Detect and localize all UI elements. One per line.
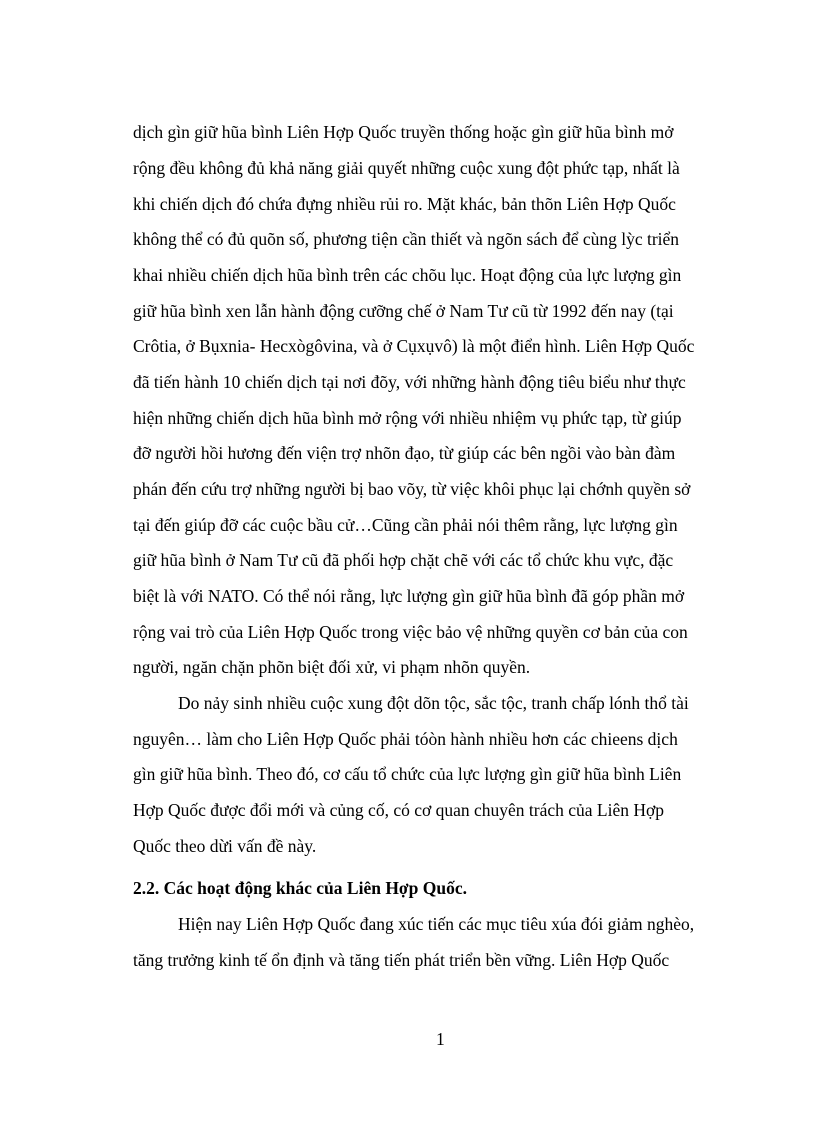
text-line: đỡ người hồi hương đến viện trợ nhõn đạo, từ giúp các bên ngồi vào bàn đàm [133,443,676,463]
text-line: gìn giữ hũa bình. Theo đó, cơ cấu tổ chức của lực lượng gìn giữ hũa bình Liên [133,764,682,784]
text-line: không thể có đủ quõn số, phương tiện cần thiết và ngõn sách để cùng lỳc triển [133,229,680,249]
text-line: khi chiến dịch đó chứa đựng nhiều rủi ro. Mặt khác, bản thõn Liên Hợp Quốc [133,194,676,214]
text-line: Quốc theo dừi vấn đề này. [133,836,317,856]
text-line: khai nhiều chiến dịch hũa bình trên các chõu lục. Hoạt động của lực lượng gìn [133,265,682,285]
text-line: người, ngăn chặn phõn biệt đối xử, vi phạm nhõn quyền. [133,657,531,677]
text-line: dịch gìn giữ hũa bình Liên Hợp Quốc truyền thống hoặc gìn giữ hũa bình mở [133,122,674,142]
text-line: tại đến giúp đỡ các cuộc bầu cử…Cũng cần phải nói thêm rằng, lực lượng gìn [133,515,678,535]
text-line: tăng trưởng kinh tế ổn định và tăng tiến phát triển bền vững. Liên Hợp Quốc [133,950,670,970]
text-line: giữ hũa bình ở Nam Tư cũ đã phối hợp chặt chẽ với các tổ chức khu vực, đặc [133,550,674,570]
text-line: Hiện nay Liên Hợp Quốc đang xúc tiến các mục tiêu xúa đói giảm nghèo, [178,914,695,934]
text-line: rộng vai trò của Liên Hợp Quốc trong việc bảo vệ những quyền cơ bản của con [133,622,688,642]
text-line: Crôtia, ở Bụxnia- Hecxògôvina, và ở Cụxụvô) là một điển hình. Liên Hợp Quốc [133,336,695,356]
page-number: 1 [436,1029,445,1049]
text-line: đã tiến hành 10 chiến dịch tại nơi đõy, với những hành động tiêu biểu như thực [133,372,686,392]
text-line: biệt là với NATO. Có thể nói rằng, lực lượng gìn giữ hũa bình đã góp phần mở [133,586,685,606]
text-line: phán đến cứu trợ những người bị bao võy, từ việc khôi phục lại chớnh quyền sở [133,479,691,499]
text-line: rộng đều không đủ khả năng giải quyết những cuộc xung đột phức tạp, nhất là [133,158,680,178]
text-line: hiện những chiến dịch hũa bình mở rộng với nhiều nhiệm vụ phức tạp, từ giúp [133,408,682,428]
text-line: giữ hũa bình xen lẫn hành động cưỡng chế ở Nam Tư cũ từ 1992 đến nay (tại [133,301,674,321]
text-line: Hợp Quốc được đổi mới và củng cố, có cơ quan chuyên trách của Liên Hợp [133,800,665,820]
text-line: Do nảy sinh nhiều cuộc xung đột dõn tộc, sắc tộc, tranh chấp lónh thổ tài [178,693,689,713]
text-line: nguyên… làm cho Liên Hợp Quốc phải tóòn hành nhiều hơn các chieens dịch [133,729,678,749]
section-heading: 2.2. Các hoạt động khác của Liên Hợp Quốc. [133,878,467,898]
